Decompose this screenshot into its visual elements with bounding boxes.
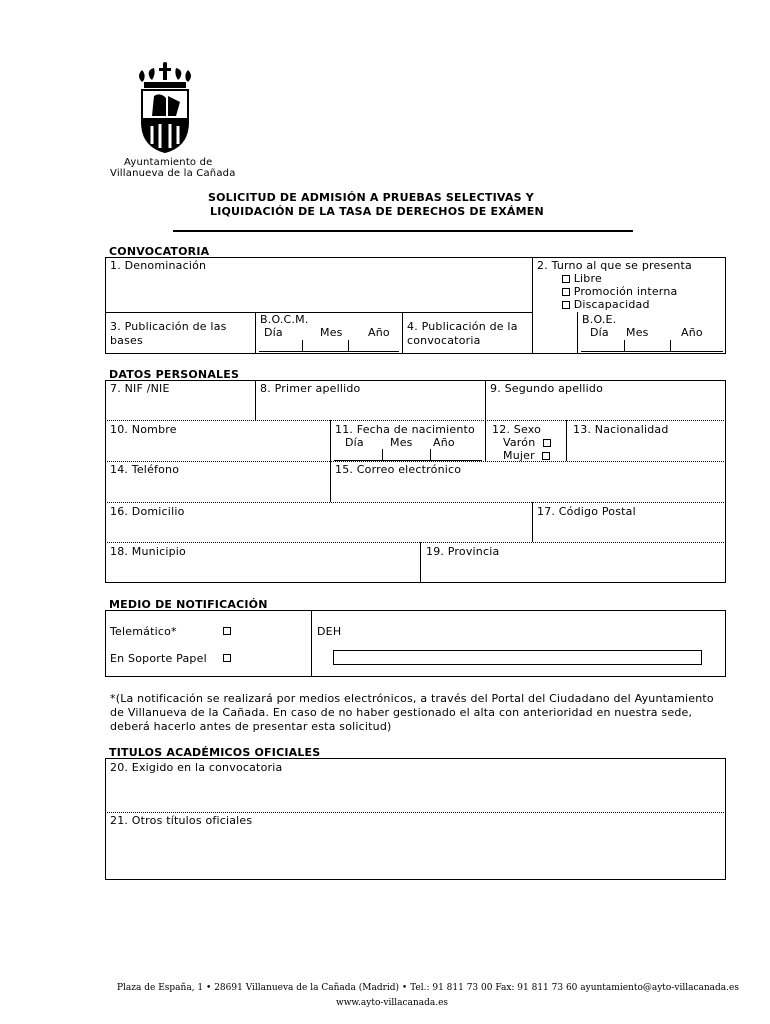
bullet-icon: • xyxy=(401,983,411,993)
field-pub-bases-label: 3. Publicación de las bases xyxy=(110,320,227,347)
field-nif-label: 7. NIF /NIE xyxy=(110,382,170,395)
papel-checkbox[interactable] xyxy=(223,654,231,662)
field-pub-convocatoria-label: 4. Publicación de la convocatoria xyxy=(407,320,518,347)
telematico-checkbox[interactable] xyxy=(223,627,231,635)
checkbox-icon xyxy=(562,288,570,296)
bocm-date-line[interactable] xyxy=(259,351,399,352)
turno-option-libre[interactable]: Libre xyxy=(562,272,602,285)
nacimiento-mes-label: Mes xyxy=(390,436,413,449)
boe-date-line[interactable] xyxy=(581,351,723,352)
notificacion-box xyxy=(105,610,726,677)
datos-personales-box xyxy=(105,380,726,583)
nacimiento-dia-label: Día xyxy=(345,436,364,449)
notificacion-note-line1: *(La notificación se realizará por medios electrónicos, a través del Portal del Ciudadano del Ayuntamiento xyxy=(110,692,714,705)
field-nacimiento-label: 11. Fecha de nacimiento xyxy=(335,423,475,436)
field-provincia-label: 19. Provincia xyxy=(426,545,500,558)
bocm-dia-label: Día xyxy=(264,326,283,339)
field-correo-label: 15. Correo electrónico xyxy=(335,463,462,476)
footer-address: Plaza de España, 1 • 28691 Villanueva de la Cañada (Madrid) • Tel.: 91 811 73 00 Fax: 91 811 73 60 ayuntamiento@ayto-villacanada.es xyxy=(117,983,739,993)
boe-dia-label: Día xyxy=(590,326,609,339)
field-denominacion-input[interactable] xyxy=(110,274,528,308)
option-papel[interactable]: En Soporte Papel xyxy=(110,652,207,665)
field-cp-label: 17. Código Postal xyxy=(537,505,636,518)
nacimiento-anio-label: Año xyxy=(433,436,455,449)
field-nombre-label: 10. Nombre xyxy=(110,423,177,436)
deh-label: DEH xyxy=(317,625,342,638)
field-otros-label: 21. Otros títulos oficiales xyxy=(110,814,253,827)
checkbox-icon xyxy=(562,275,570,283)
field-denominacion-label: 1. Denominación xyxy=(110,259,207,272)
form-title-line1: SOLICITUD DE ADMISIÓN A PRUEBAS SELECTIVAS Y xyxy=(208,191,534,204)
notificacion-note-line3: deberá hacerlo antes de presentar esta solicitud) xyxy=(110,720,392,733)
turno-option-promocion[interactable]: Promoción interna xyxy=(562,285,677,298)
section-heading-titulos: TITULOS ACADÉMICOS OFICIALES xyxy=(109,746,321,759)
nacimiento-date-line[interactable] xyxy=(334,460,482,461)
checkbox-icon xyxy=(542,452,550,460)
notificacion-note-line2: de Villanueva de la Cañada. En caso de no haber gestionado el alta con anterioridad en nuestra sede, xyxy=(110,706,693,719)
sexo-option-mujer[interactable]: Mujer xyxy=(503,449,550,462)
field-domicilio-label: 16. Domicilio xyxy=(110,505,185,518)
bocm-label: B.O.C.M. xyxy=(260,313,309,326)
field-apellido2-label: 9. Segundo apellido xyxy=(490,382,604,395)
field-exigido-input[interactable] xyxy=(110,776,720,808)
org-name-line1: Ayuntamiento de xyxy=(124,157,213,168)
field-sexo-label: 12. Sexo xyxy=(492,423,542,436)
field-exigido-label: 20. Exigido en la convocatoria xyxy=(110,761,283,774)
footer-web: www.ayto-villacanada.es xyxy=(336,998,449,1008)
checkbox-icon xyxy=(562,301,570,309)
bocm-mes-label: Mes xyxy=(320,326,343,339)
turno-option-discapacidad[interactable]: Discapacidad xyxy=(562,298,650,311)
section-heading-datos-personales: DATOS PERSONALES xyxy=(109,368,240,381)
sexo-option-varon[interactable]: Varón xyxy=(503,436,551,449)
org-name-line2: Villanueva de la Cañada xyxy=(110,168,236,179)
boe-label: B.O.E. xyxy=(582,313,617,326)
form-title-line2: LIQUIDACIÓN DE LA TASA DE DERECHOS DE EXÁMEN xyxy=(210,205,544,218)
boe-mes-label: Mes xyxy=(626,326,649,339)
field-telefono-label: 14. Teléfono xyxy=(110,463,180,476)
checkbox-icon xyxy=(543,439,551,447)
title-underline xyxy=(173,230,633,232)
field-nacionalidad-label: 13. Nacionalidad xyxy=(573,423,669,436)
field-turno-label: 2. Turno al que se presenta xyxy=(537,259,693,272)
deh-input[interactable] xyxy=(333,650,702,665)
field-apellido1-label: 8. Primer apellido xyxy=(260,382,361,395)
section-heading-convocatoria: CONVOCATORIA xyxy=(109,245,210,258)
section-heading-notificacion: MEDIO DE NOTIFICACIÓN xyxy=(109,598,268,611)
bullet-icon: • xyxy=(206,983,215,993)
bocm-anio-label: Año xyxy=(368,326,390,339)
option-telematico[interactable]: Telemático* xyxy=(110,625,177,638)
field-otros-input[interactable] xyxy=(110,830,720,876)
field-municipio-label: 18. Municipio xyxy=(110,545,186,558)
boe-anio-label: Año xyxy=(681,326,703,339)
municipal-coat-of-arms-icon xyxy=(132,62,198,154)
